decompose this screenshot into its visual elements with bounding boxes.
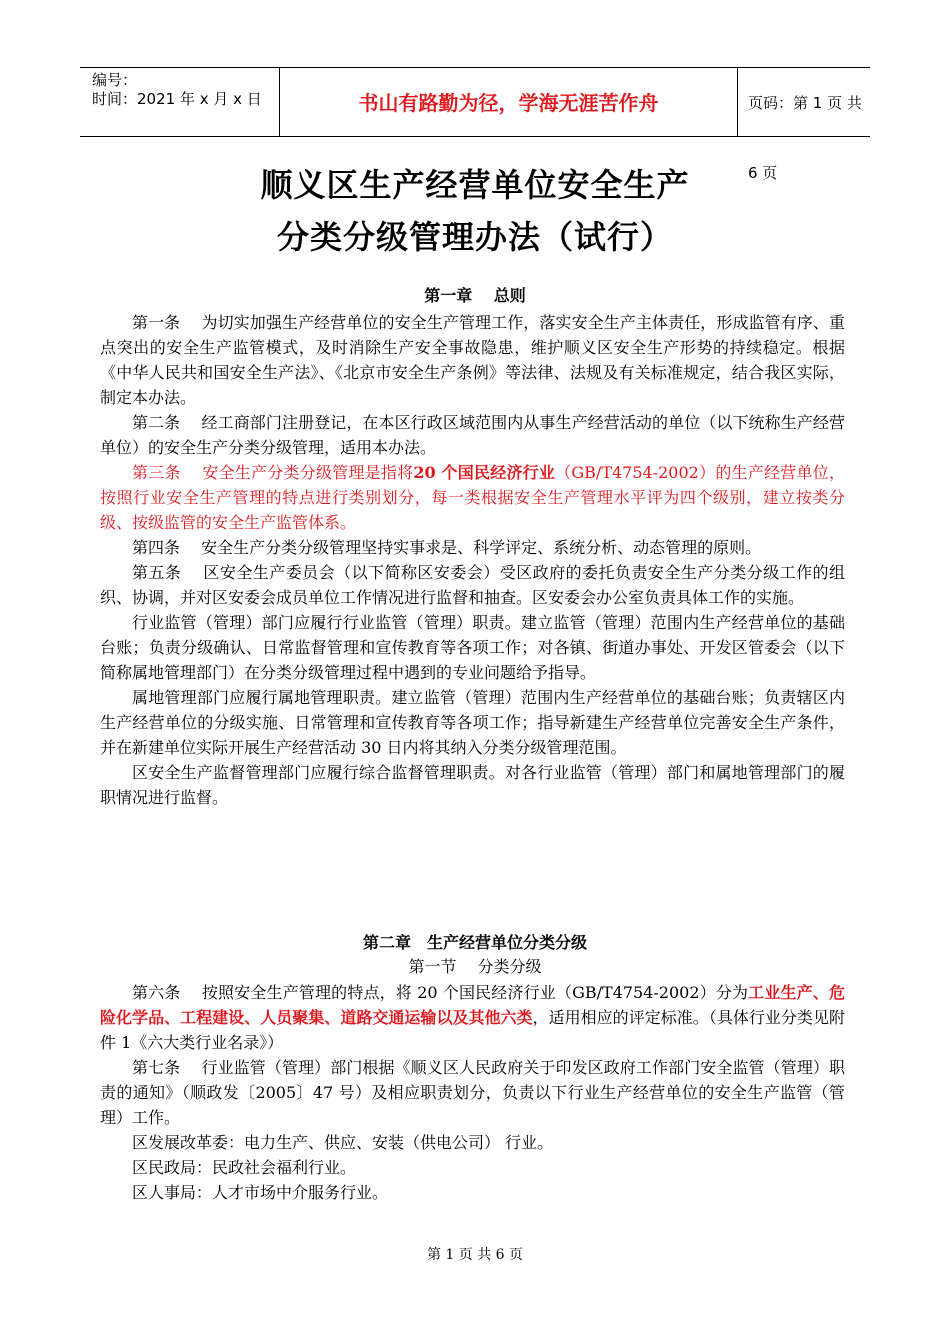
article-6-text-b: ，适用相应的评定标准。（具体行业分类见附件 1《六大类行业名录》） (100, 1008, 845, 1052)
chapter-1-body (100, 310, 845, 810)
chapter-2-body (100, 980, 845, 1205)
header-meta (80, 68, 280, 136)
document-number: 编号： (92, 71, 138, 89)
article-3-emphasis: 20 个国民经济行业 (413, 463, 556, 482)
article-6-emphasis: 工业生产、危险化学品、工程建设、人员聚集、道路交通运输以及其他六类 (100, 983, 845, 1027)
header-motto: 书山有路勤为径，学海无涯苦作舟 (280, 68, 738, 136)
article-4: 第四条 安全生产分类分级管理坚持实事求是、科学评定、系统分析、动态管理的原则。 (132, 538, 762, 557)
article-3-text-b: （GB/T4754-2002）的生产经营单位，按照行业安全生产管理的特点进行类别划分，每一类根据安全生产管理水平评为四个级别，建立按类分级、按级监管的安全生产监管体系。 (100, 463, 845, 532)
document-time: 时间：2021 年 x 月 x 日 (92, 90, 262, 108)
chapter-2-section-1-heading: 第一节 分类分级 (408, 957, 542, 976)
chapter-2-heading: 第二章 生产经营单位分类分级 (362, 933, 587, 952)
responsibility-item-1: 区发展改革委：电力生产、供应、安装（供电公司） 行业。 (132, 1133, 554, 1152)
article-5-supervision-duties: 区安全生产监督管理部门应履行综合监督管理职责。对各行业监管（管理）部门和属地管理部门的履职情况进行监督。 (100, 763, 845, 807)
article-1: 第一条 为切实加强生产经营单位的安全生产管理工作，落实安全生产主体责任，形成监管有序、重点突出的安全生产监管模式，及时消除生产安全事故隐患，维护顺义区安全生产形势的持续稳定。根据《中华人民共和国安全生产法》、《北京市安全生产条例》等法律、法规及有关标准规定，结合我区实际，制定本办法。 (100, 313, 845, 407)
document-title-line-1: 顺义区生产经营单位安全生产 (260, 166, 690, 204)
article-2: 第二条 经工商部门注册登记，在本区行政区域范围内从事生产经营活动的单位（以下统称生产经营单位）的安全生产分类分级管理，适用本办法。 (100, 413, 845, 457)
responsibility-item-3: 区人事局：人才市场中介服务行业。 (132, 1183, 389, 1202)
page-footer: 第 1 页 共 6 页 (426, 1247, 524, 1263)
document-title-line-2: 分类分级管理办法（试行） (276, 218, 673, 256)
chapter-1-heading: 第一章 总则 (424, 286, 526, 305)
header-page-number: 页码：第 1 页 共 6 页 (748, 94, 862, 182)
article-5-industry-duties: 行业监管（管理）部门应履行行业监管（管理）职责。建立监管（管理）范围内生产经营单位的基础台账；负责分级确认、日常监督管理和宣传教育等各项工作；对各镇、街道办事处、开发区管委会（以下简称属地管理部门）在分类分级管理过程中遇到的专业问题给予指导。 (100, 613, 845, 682)
article-5-territorial-duties: 属地管理部门应履行属地管理职责。建立监管（管理）范围内生产经营单位的基础台账；负责辖区内生产经营单位的分级实施、日常管理和宣传教育等各项工作；指导新建生产经营单位完善安全生产条件，并在新建单位实际开展生产经营活动 30 日内将其纳入分类分级管理范围。 (100, 688, 845, 757)
article-5: 第五条 区安全生产委员会（以下简称区安委会）受区政府的委托负责安全生产分类分级工作的组织、协调，并对区安委会成员单位工作情况进行监督和抽查。区安委会办公室负责具体工作的实施。 (100, 563, 845, 607)
article-7: 第七条 行业监管（管理）部门根据《顺义区人民政府关于印发区政府工作部门安全监管（管理）职责的通知》（顺政发〔2005〕47 号）及相应职责划分，负责以下行业生产经营单位的安全生产监管（管理）工作。 (100, 1058, 845, 1127)
article-6 (100, 980, 845, 1055)
article-6-text-a: 第六条 按照安全生产管理的特点，将 20 个国民经济行业（GB/T4754-2002）分为 (132, 983, 749, 1002)
article-3-text-a: 第三条 安全生产分类分级管理是指将 (132, 463, 414, 482)
responsibility-item-2: 区民政局：民政社会福利行业。 (132, 1158, 357, 1177)
article-3 (100, 460, 845, 535)
page-header (80, 67, 870, 182)
